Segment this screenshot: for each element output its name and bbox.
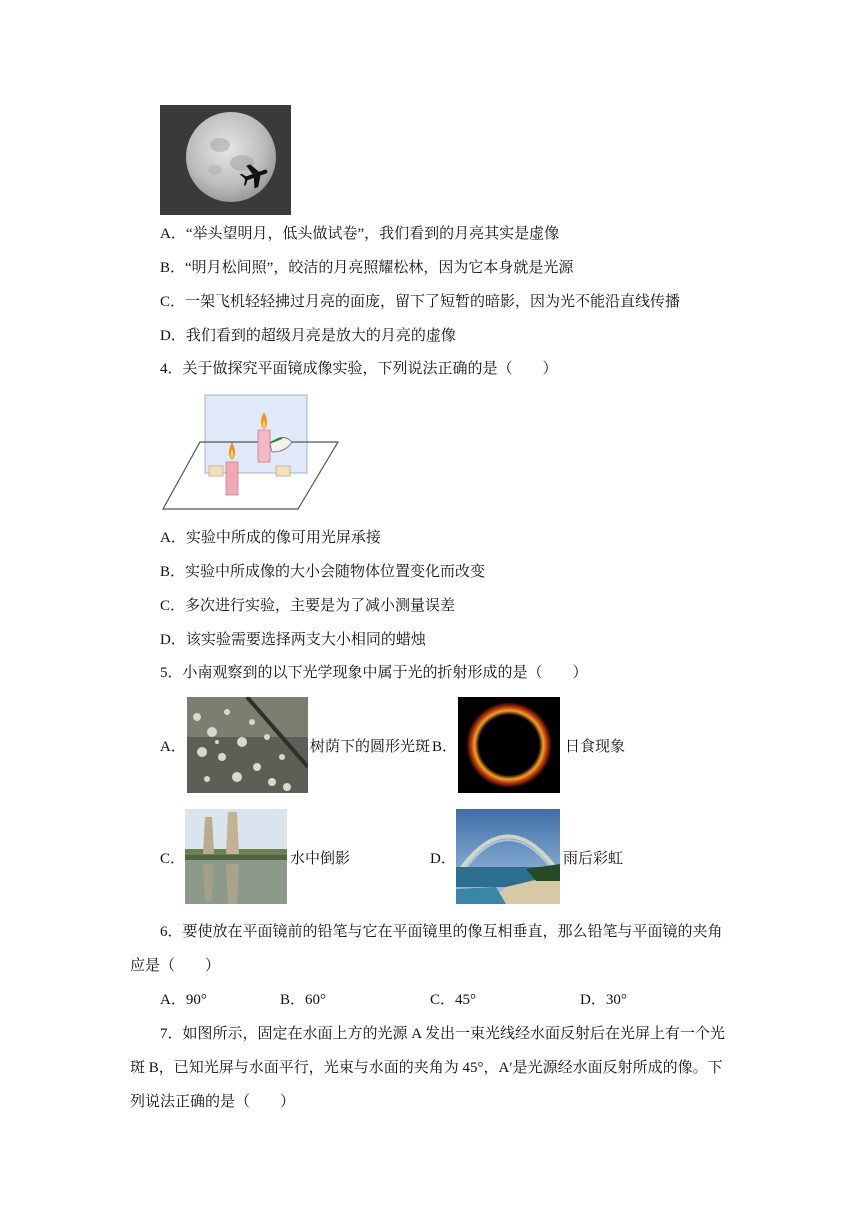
q4-option-b: B．实验中所成像的大小会随物体位置变化而改变	[160, 564, 486, 580]
q3-option-c: C．一架飞机轻轻拂过月亮的面庞，留下了短暂的暗影，因为光不能沿直线传播	[160, 294, 681, 310]
q5-option-a-caption: 树荫下的圆形光斑	[310, 739, 431, 755]
q5-option-d-caption: 雨后彩虹	[563, 851, 624, 867]
q7-line2: 斑 B，已知光屏与水面平行，光束与水面的夹角为 45°，A′是光源经水面反射所成的像。下	[130, 1060, 723, 1076]
q5-stem: 5．小南观察到的以下光学现象中属于光的折射形成的是（ ）	[160, 665, 588, 681]
q6-option-d: D．30°	[580, 992, 627, 1008]
q3-option-d: D．我们看到的超级月亮是放大的月亮的虚像	[160, 328, 456, 344]
q6-stem-line2: 应是（ ）	[130, 958, 221, 974]
rainbow-after-rain-image	[456, 809, 560, 904]
q5-option-a-letter: A．	[160, 739, 186, 755]
q7-line3: 列说法正确的是（ ）	[130, 1094, 296, 1110]
q5-option-d-letter: D．	[430, 851, 456, 867]
moon-airplane-image	[160, 105, 291, 215]
q5-option-b-caption: 日食现象	[565, 739, 626, 755]
q6-option-c: C．45°	[430, 992, 477, 1008]
tree-shade-light-spots-image	[187, 697, 308, 793]
q6-stem-line1: 6．要使放在平面镜前的铅笔与它在平面镜里的像互相垂直，那么铅笔与平面镜的夹角	[160, 924, 723, 940]
q3-option-b: B．“明月松间照”，皎洁的月亮照耀松林，因为它本身就是光源	[160, 260, 574, 276]
q7-line1: 7．如图所示，固定在水面上方的光源 A 发出一束光线经水面反射后在光屏上有一个光	[160, 1026, 726, 1042]
q5-option-b-letter: B．	[432, 739, 458, 755]
q4-option-c: C．多次进行实验，主要是为了减小测量误差	[160, 598, 456, 614]
q4-stem: 4．关于做探究平面镜成像实验，下列说法正确的是（ ）	[160, 361, 558, 377]
q5-option-c-letter: C．	[160, 851, 186, 867]
q4-option-a: A．实验中所成的像可用光屏承接	[160, 530, 381, 546]
pagodas-water-reflection-image	[185, 809, 287, 904]
q3-option-a: A．“举头望明月，低头做试卷”，我们看到的月亮其实是虚像	[160, 226, 560, 242]
q6-option-a: A．90°	[160, 992, 207, 1008]
q4-option-d: D．该实验需要选择两支大小相同的蜡烛	[160, 632, 426, 648]
q6-option-b: B．60°	[280, 992, 327, 1008]
plane-mirror-experiment-figure	[160, 392, 342, 514]
q5-option-c-caption: 水中倒影	[290, 851, 351, 867]
solar-eclipse-image	[458, 697, 560, 793]
